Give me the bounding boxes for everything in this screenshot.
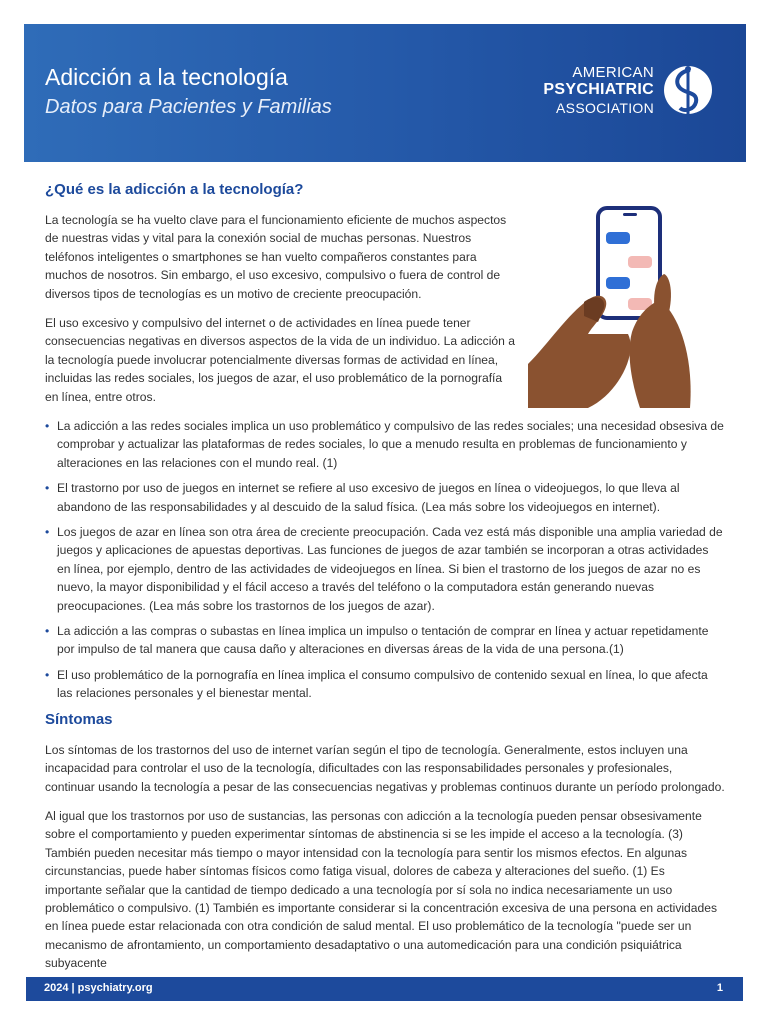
page-subtitle: Datos para Pacientes y Familias [45,96,332,118]
logo-line-3: ASSOCIATION [556,100,654,116]
intro-paragraph-2: El uso excesivo y compulsivo del internet o de actividades en línea puede tener consecuencias negativas en diversos aspectos de la vida de un individuo. La adicción a la tecnología puede involucrar potencialmente diversas formas de actividad en línea, incluidas las redes sociales, los juegos de azar, el uso problemático de la pornografía en línea, entre otros. [45,316,515,404]
section-heading-symptoms: Síntomas [45,711,113,728]
apa-seal-icon [660,60,716,120]
list-item: • La adicción a las compras o subastas en línea implica un impulso o tentación de comprar en línea y actuar repetidamente por impulso de tal manera que causa daño y alteraciones en diversas áreas de la vida de una persona.(1) [45,622,725,659]
symptoms-paragraph-2: Al igual que los trastornos por uso de sustancias, las personas con adicción a la tecnología pueden pensar obsesivamente sobre el comportamiento y pueden experimentar síntomas de abstinencia si se les impide el acceso a la tecnología. (3) También pueden necesitar más tiempo o mayor intensidad con la tecnología para sentir los mismos efectos. En algunas circunstancias, puede haber síntomas físicos como fatiga visual, dolores de cabeza y alteraciones del sueño. (1) Es importante señalar que la cantidad de tiempo dedicado a una tecnología por sí sola no indica necesariamente un uso problemático o compulsivo. (1) También es importante considerar si la concentración excesiva de una persona en actividades en línea puede estar relacionada con otra condición de salud mental. El uso problemático de la tecnología "puede ser un mecanismo de afrontamiento, un comportamiento desadaptativo o una automedicación para una condición psiquiátrica subyacente [45,809,718,971]
list-item: • El trastorno por uso de juegos en internet se refiere al uso excesivo de juegos en línea o videojuegos, lo que lleva al abandono de las responsabilidades y al descuido de la salud física. (Lea más sobre los videojuegos en internet). [45,479,725,516]
intro-paragraph-1: La tecnología se ha vuelto clave para el funcionamiento eficiente de muchos aspectos de nuestras vidas y vital para la conexión social de muchas personas. Nuestros teléfonos inteligentes o smartphones se han vuelto compañeros constantes para muchos de nosotros. Sin embargo, el uso excesivo, compulsivo o fuera de control de diversos tipos de tecnologías es un motivo de creciente preocupación. [45,213,507,301]
section-heading-what-is: ¿Qué es la adicción a la tecnología? [45,181,304,198]
symptoms-paragraph-1: Los síntomas de los trastornos del uso de internet varían según el tipo de tecnología. Generalmente, estos incluyen una incapacidad para controlar el uso de la tecnología, dificultades con las responsabilidades personales y profesionales, continuar usando la tecnología a pesar de las consecuencias negativas y problemas continuos durante un período prolongado. [45,743,725,794]
footer-site-link[interactable]: 2024 | psychiatry.org [44,982,153,994]
logo-line-1: AMERICAN [572,64,654,81]
logo-line-2: PSYCHIATRIC [543,81,654,98]
hands-smartphone-illustration [528,204,698,408]
list-item: • El uso problemático de la pornografía en línea implica el consumo compulsivo de contenido sexual en línea, lo que afecta las relaciones personales y el bienestar mental. [45,666,725,703]
page-number: 1 [716,982,723,994]
page-header [24,24,746,162]
list-item: • La adicción a las redes sociales implica un uso problemático y compulsivo de las redes sociales; una necesidad obsesiva de comprobar y actualizar las plataformas de redes sociales, lo que a menudo resulta en problemas de funcionamiento y alteraciones en las relaciones con el mundo real. (1) [45,417,725,472]
apa-logo[interactable] [536,60,716,120]
list-item: • Los juegos de azar en línea son otra área de creciente preocupación. Cada vez está más disponible una amplia variedad de juegos y aplicaciones de apuestas deportivas. Las funciones de juegos de azar también se incorporan a otras actividades en línea, por ejemplo, dentro de las actividades de videojuegos en línea. Si bien el trastorno de los juegos de azar no es nuevo, la mayor disponibilidad y el fácil acceso a través del teléfono o la computadora están generando nuevas preocupaciones. (Lea más sobre los trastornos de los juegos de azar). [45,523,725,615]
technology-addiction-types-list [45,417,725,710]
page-title: Adicción a la tecnología [45,64,288,90]
page-footer [26,977,743,1001]
